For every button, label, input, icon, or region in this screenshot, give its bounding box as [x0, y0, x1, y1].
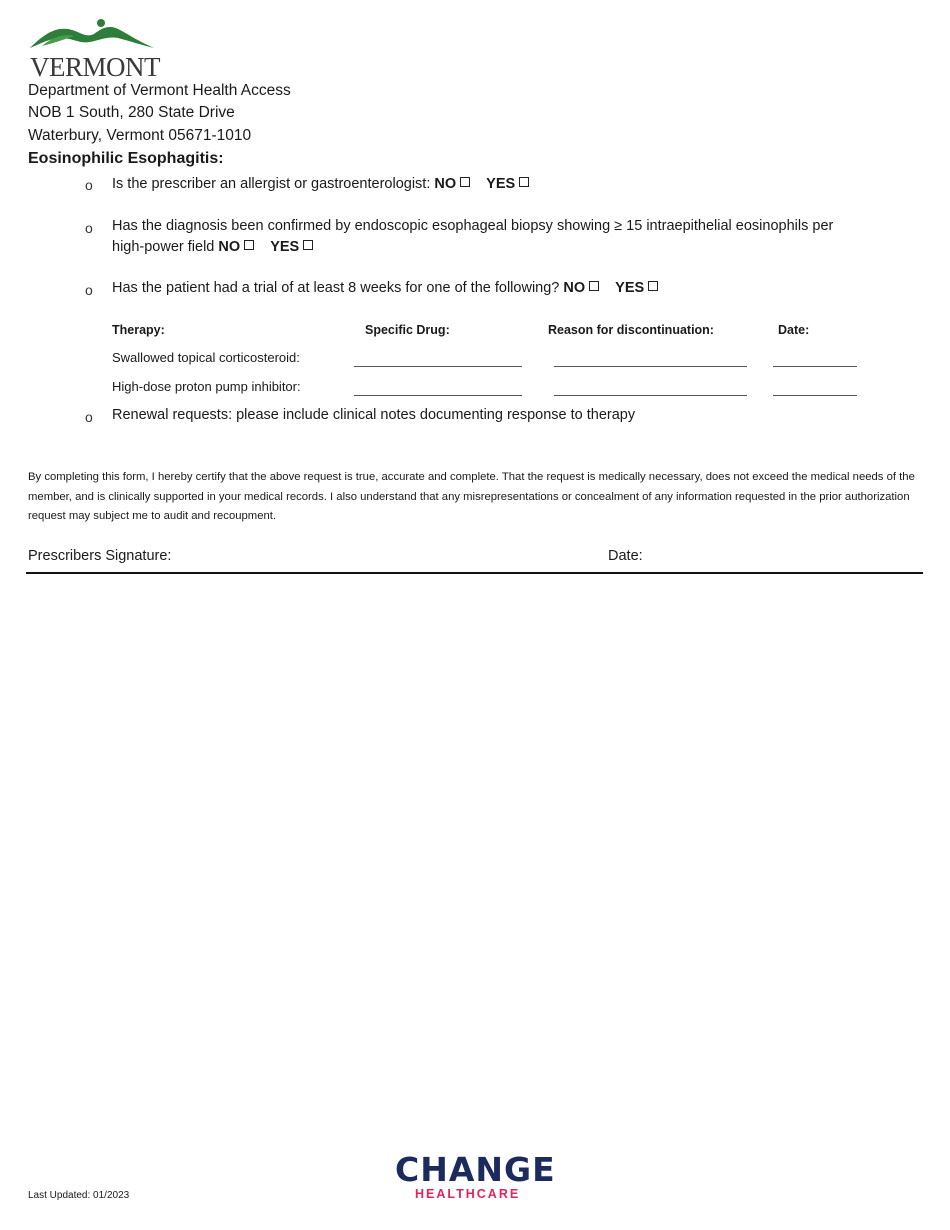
renewal-requests-note: Renewal requests: please include clinical notes documenting response to therapy	[112, 407, 636, 423]
question-biopsy-confirmed	[112, 216, 912, 258]
question-text: Has the patient had a trial of at least 8 weeks for one of the following?	[112, 280, 560, 296]
question-text-line-2: high-power field	[112, 239, 215, 255]
brand-subtitle: HEALTHCARE	[415, 1187, 521, 1201]
table-header-reason: Reason for discontinuation:	[548, 323, 714, 337]
no-label: NO	[218, 239, 241, 255]
change-healthcare-logo	[395, 1150, 565, 1206]
signature-label: Prescribers Signature:	[28, 548, 172, 564]
yes-label: YES	[270, 239, 300, 255]
certification-statement: By completing this form, I hereby certify that the above request is true, accurate and complete. That the request is medically necessary, does not exceed the medical needs of the member, and is clinically supported in your medical records. I also understand that any misrepresentations or concealment of any information requested in the prior authorization request may subject me to audit and recoupment.	[28, 471, 915, 522]
address-line-3: Waterbury, Vermont 05671-1010	[28, 127, 252, 144]
specific-drug-input[interactable]	[354, 395, 522, 396]
bullet-icon: o	[85, 409, 93, 425]
logo-wordmark: VERMONT	[30, 52, 160, 82]
address-line-2: NOB 1 South, 280 State Drive	[28, 104, 235, 121]
section-title: Eosinophilic Esophagitis:	[28, 150, 224, 167]
yes-checkbox[interactable]	[648, 281, 658, 291]
table-header-date: Date:	[778, 323, 810, 337]
no-checkbox[interactable]	[460, 177, 470, 187]
table-header-therapy: Therapy:	[112, 323, 165, 337]
table-header-specific-drug: Specific Drug:	[365, 323, 450, 337]
bullet-icon: o	[85, 177, 93, 193]
specific-drug-input[interactable]	[354, 366, 522, 367]
reason-input[interactable]	[554, 395, 747, 396]
signature-line[interactable]	[26, 572, 923, 574]
signature-date-label: Date:	[608, 548, 643, 564]
no-label: NO	[434, 176, 457, 192]
yes-checkbox[interactable]	[303, 240, 313, 250]
brand-wordmark: CHANGE	[395, 1150, 556, 1189]
bullet-icon: o	[85, 220, 93, 236]
no-checkbox[interactable]	[244, 240, 254, 250]
date-input[interactable]	[773, 366, 857, 367]
question-text-line-1: Has the diagnosis been confirmed by endoscopic esophageal biopsy showing ≥ 15 intraepithelial eosinophils per	[112, 218, 834, 234]
question-text: Is the prescriber an allergist or gastroenterologist:	[112, 176, 431, 192]
address-line-1: Department of Vermont Health Access	[28, 82, 291, 99]
question-prescriber-specialty	[112, 174, 541, 195]
therapy-row-corticosteroid: Swallowed topical corticosteroid:	[112, 350, 300, 365]
date-input[interactable]	[773, 395, 857, 396]
yes-label: YES	[486, 176, 516, 192]
yes-checkbox[interactable]	[519, 177, 529, 187]
last-updated: Last Updated: 01/2023	[28, 1190, 130, 1201]
therapy-row-ppi: High-dose proton pump inhibitor:	[112, 379, 301, 394]
no-checkbox[interactable]	[589, 281, 599, 291]
yes-label: YES	[615, 280, 645, 296]
reason-input[interactable]	[554, 366, 747, 367]
vermont-logo	[28, 18, 158, 80]
question-trial-8-weeks	[112, 278, 670, 299]
no-label: NO	[563, 280, 586, 296]
bullet-icon: o	[85, 282, 93, 298]
